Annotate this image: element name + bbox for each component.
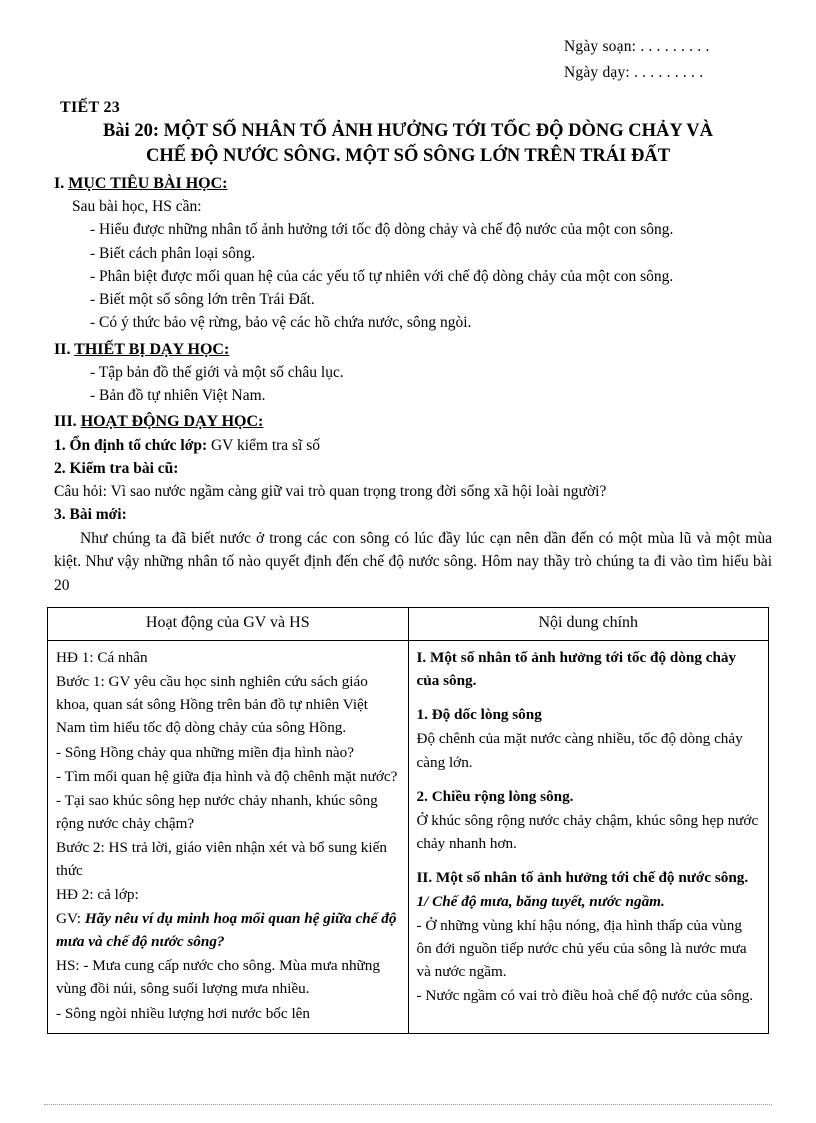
activity-gv-prefix: GV: [56,910,85,928]
activity-line: - Tìm mối quan hệ giữa địa hình và độ chênh mặt nước? [56,767,398,785]
section-title-objectives: MỤC TIÊU BÀI HỌC: [68,174,228,192]
activity-line: HS: - Mưa cung cấp nước cho sông. Mùa mưa những vùng đồi núi, sông suối lượng mưa nhiều. [56,957,380,998]
table-row [48,641,769,1034]
activity-step-2 [54,457,772,480]
content-line: - Nước ngầm có vai trò điều hoà chế độ nước của sông. [416,987,754,1005]
objectives-item: - Biết một số sông lớn trên Trái Đất. [90,291,315,309]
objectives-item: - Hiểu được những nhân tố ảnh hưởng tới tốc độ dòng chảy và chế độ nước của một con sông. [90,221,674,239]
activity-step-2-label: 2. Kiểm tra bài cũ: [54,459,179,477]
section-heading-objectives [54,172,772,195]
activity-step-1-label: 1. Ổn định tổ chức lớp: [54,436,208,454]
activity-line: HĐ 1: Cá nhân [56,649,148,667]
content-subheading: 1. Độ dốc lòng sông [416,706,542,724]
activity-step-1-text: GV kiểm tra sĩ số [207,436,321,454]
page-title [44,119,772,168]
document-meta [564,34,772,85]
content-subheading-italic: 1/ Chế độ mưa, băng tuyết, nước ngầm. [416,892,665,910]
content-line: Ở khúc sông rộng nước chảy chậm, khúc sông hẹp nước chảy nhanh hơn. [416,811,759,852]
equipment-item: - Bản đồ tự nhiên Việt Nam. [90,387,266,405]
activity-step-1 [54,434,772,457]
section-number-activities: III. [54,413,81,431]
activity-gv-question [56,907,400,953]
section-title-activities: HOẠT ĐỘNG DẠY HỌC: [80,413,264,431]
section-number-objectives: I. [54,174,69,192]
activity-line: - Tại sao khúc sông hẹp nước chảy nhanh, khúc sông rộng nước chảy chậm? [56,791,378,832]
equipment-item: - Tập bản đồ thế giới và một số châu lục. [90,363,344,381]
section-title-equipment: THIẾT BỊ DẠY HỌC: [74,340,230,358]
activity-line: - Sông Hồng chảy qua những miền địa hình nào? [56,743,355,761]
section-heading-equipment [54,338,772,361]
objectives-item: - Có ý thức bảo vệ rừng, bảo vệ các hồ chứa nước, sông ngòi. [90,314,472,332]
objectives-item: - Phân biệt được mối quan hệ của các yếu tố tự nhiên với chế độ dòng chảy của một con sông. [90,267,674,285]
activity-line: Bước 2: HS trả lời, giáo viên nhận xét và bổ sung kiến thức [56,838,387,879]
activity-step-3 [54,503,772,526]
date-taught: Ngày dạy: . . . . . . . . . [564,63,704,81]
activity-gv-question-text: Hãy nêu ví dụ minh hoạ mối quan hệ giữa chế độ mưa và chế độ nước sông? [56,910,397,951]
date-written: Ngày soạn: . . . . . . . . . [564,38,710,55]
lesson-plan-table [47,607,769,1034]
table-cell-activities [48,641,409,1034]
activity-step-3-label: 3. Bài mới: [54,506,127,524]
activity-line: Bước 1: GV yêu cầu học sinh nghiên cứu sách giáo khoa, quan sát sông Hồng trên bản đồ tự nhiên Việt Nam tìm hiểu tốc độ dòng chảy của sông Hồng. [56,673,369,737]
content-subheading: 2. Chiều rộng lòng sông. [416,787,574,805]
period-label: TIẾT 23 [60,99,121,117]
activity-intro-paragraph: Như chúng ta đã biết nước ở trong các con sông có lúc đầy lúc cạn nên dần đến có một mùa lũ và một mùa kiệt. Như vậy những nhân tố nào quyết định đến chế độ nước sông. Hôm nay thầy trò chúng ta đi vào tìm hiểu bài 20 [54,529,772,594]
section-number-equipment: II. [54,340,75,358]
objectives-intro: Sau bài học, HS cần: [72,198,202,216]
activity-line: HĐ 2: cả lớp: [56,886,139,904]
activity-line: - Sông ngòi nhiều lượng hơi nước bốc lên [56,1004,310,1022]
table-header-activities: Hoạt động của GV và HS [48,608,409,641]
page-title-line-1: Bài 20: MỘT SỐ NHÂN TỐ ẢNH HƯỞNG TỚI TỐC ĐỘ DÒNG CHẢY VÀ [102,121,714,142]
content-heading: II. Một số nhân tố ảnh hưởng tới chế độ nước sông. [416,868,749,886]
page-footer-divider [44,1104,772,1105]
content-heading: I. Một số nhân tố ảnh hưởng tới tốc độ dòng chảy của sông. [416,649,737,690]
activity-question-label: Câu hỏi: [54,483,107,500]
table-header-content: Nội dung chính [408,608,769,641]
objectives-item: - Biết cách phân loại sông. [90,244,256,262]
page-title-line-2: CHẾ ĐỘ NƯỚC SÔNG. MỘT SỐ SÔNG LỚN TRÊN TRÁI ĐẤT [145,145,671,166]
table-header-row [48,608,769,641]
activity-question-text: Vì sao nước ngầm càng giữ vai trò quan trọng trong đời sống xã hội loài người? [106,483,607,500]
section-heading-activities [54,410,772,433]
content-line: - Ở những vùng khí hậu nóng, địa hình thấp của vùng ôn đới nguồn tiếp nước chủ yếu của sông là nước mưa và nước ngầm. [416,917,747,981]
content-line: Độ chênh của mặt nước càng nhiều, tốc độ dòng chảy càng lớn. [416,730,743,771]
activity-question [54,480,772,503]
table-cell-content [408,641,769,1034]
